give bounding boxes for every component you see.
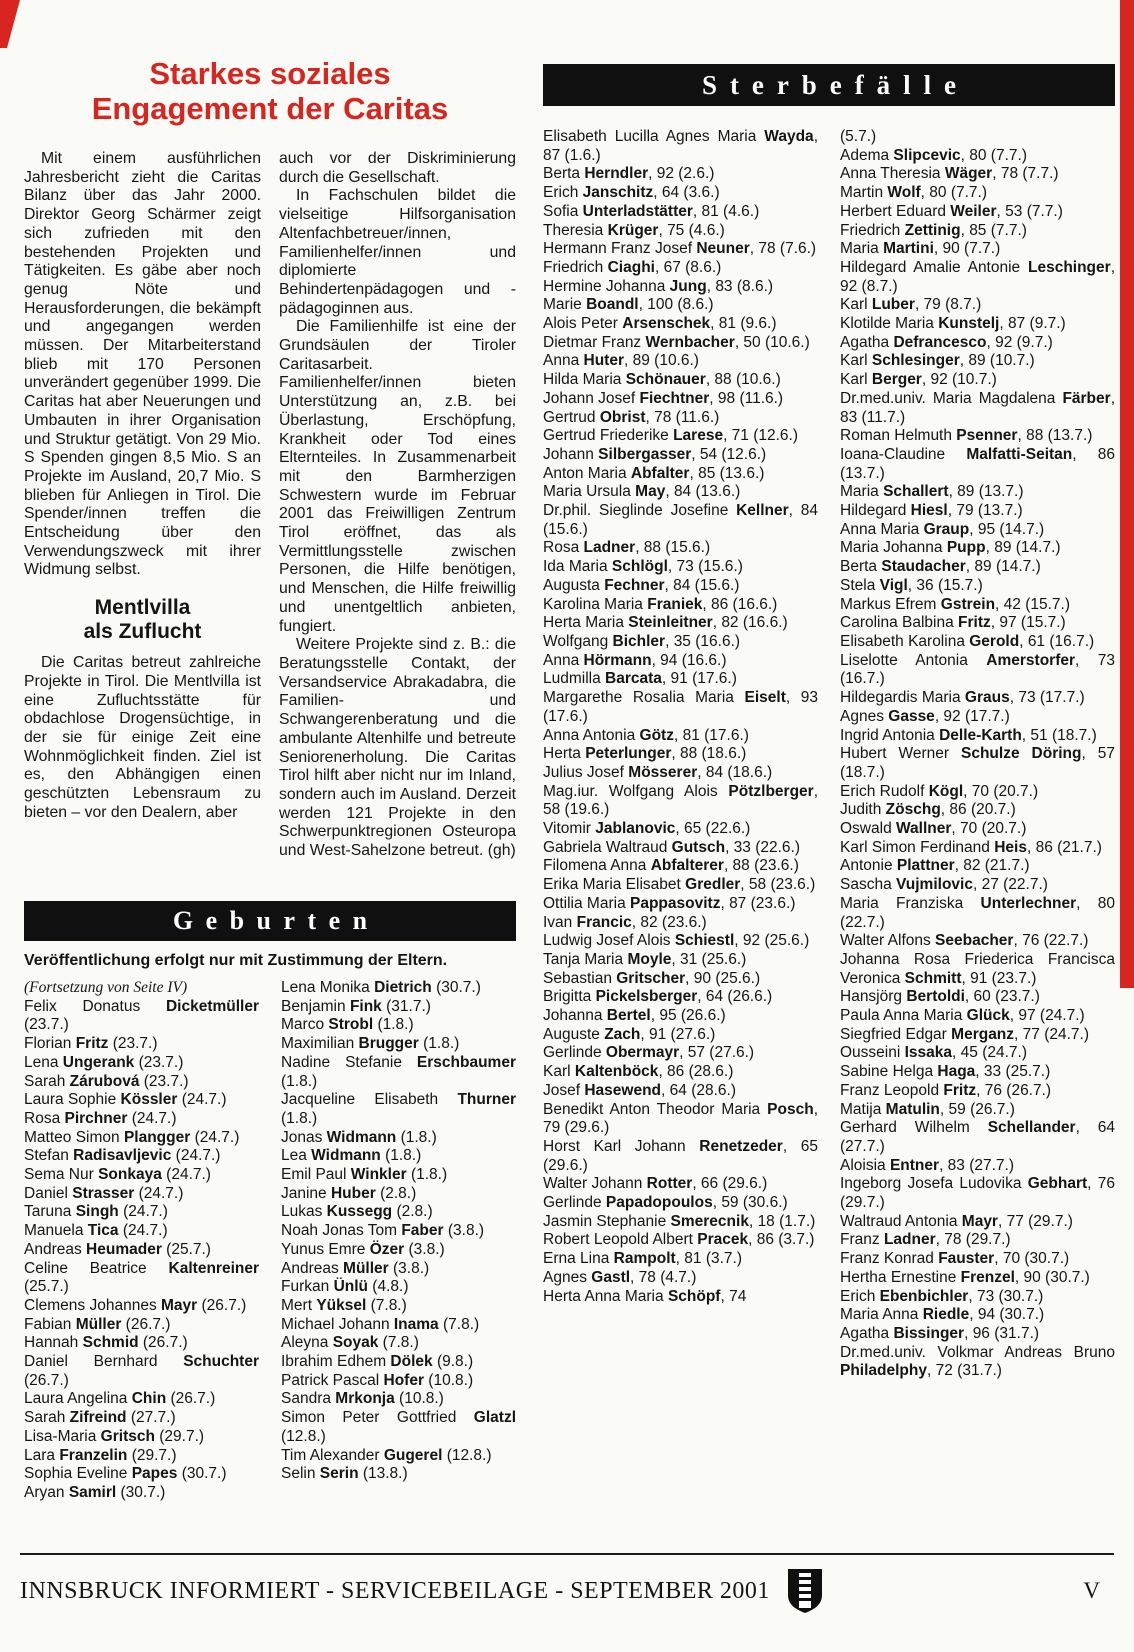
birth-entry: Janine Huber (2.8.) (281, 1184, 417, 1202)
death-entry: Agnes Gasse, 92 (17.7.) (840, 707, 1010, 725)
death-entry: Markus Efrem Gstrein, 42 (15.7.) (840, 595, 1070, 613)
births-consent-note: Veröffentlichung erfolgt nur mit Zustimmung der Eltern. (24, 952, 448, 969)
death-entry: Ludwig Josef Alois Schiestl, 92 (25.6.) (543, 932, 810, 950)
death-entry: Gerlinde Papadopoulos, 59 (30.6.) (543, 1194, 788, 1212)
death-entry: Elisabeth Karolina Gerold, 61 (16.7.) (840, 632, 1095, 650)
death-entry: Friedrich Ciaghi, 67 (8.6.) (543, 258, 722, 276)
death-entry: Mag.iur. Wolfgang Alois Pötzlberger, 58 (19.6.) (543, 782, 818, 819)
birth-entry: Lea Widmann (1.8.) (281, 1147, 422, 1165)
death-entry: Jasmin Stephanie Smerecnik, 18 (1.7.) (543, 1212, 816, 1230)
birth-entry: Sema Nur Sonkaya (24.7.) (24, 1166, 211, 1184)
death-entry: Anna Huter, 89 (10.6.) (543, 352, 699, 370)
death-entry: Robert Leopold Albert Pracek, 86 (3.7.) (543, 1231, 815, 1249)
death-entry: Josef Hasewend, 64 (28.6.) (543, 1081, 736, 1099)
birth-entry: Selin Serin (13.8.) (281, 1465, 408, 1483)
death-entry: Dr.med.univ. Volkmar Andreas Bruno Philadelphy, 72 (31.7.) (840, 1343, 1115, 1380)
death-entry: Agnes Gastl, 78 (4.7.) (543, 1268, 697, 1286)
birth-entry: Mert Yüksel (7.8.) (281, 1296, 407, 1314)
death-entry: Herta Maria Steinleitner, 82 (16.6.) (543, 614, 788, 632)
births-section-header: Geburten (24, 901, 516, 941)
death-entry: Gerhard Wilhelm Schellander, 64 (27.7.) (840, 1119, 1115, 1155)
death-entry: Maria Martini, 90 (7.7.) (840, 240, 1001, 258)
article-title-line2: Engagement der Caritas (91, 91, 449, 126)
death-entry: Ousseini Issaka, 45 (24.7.) (840, 1044, 1028, 1062)
birth-entry: Rosa Pirchner (24.7.) (24, 1109, 177, 1127)
birth-entry: Sophia Eveline Papes (30.7.) (24, 1465, 227, 1483)
birth-entry: Aleyna Soyak (7.8.) (281, 1334, 419, 1352)
deaths-columns (543, 128, 1115, 1381)
birth-entry: Florian Fritz (23.7.) (24, 1035, 158, 1053)
death-entry: Aloisia Entner, 83 (27.7.) (840, 1156, 1015, 1174)
births-continuation-note: (Fortsetzung von Seite IV) (24, 979, 188, 996)
deaths-section (543, 64, 1115, 1381)
death-entry: Margarethe Rosalia Maria Eiselt, 93 (17.6.) (543, 689, 818, 725)
death-entry: Anton Maria Abfalter, 85 (13.6.) (543, 464, 765, 482)
birth-entry: Daniel Bernhard Schuchter (26.7.) (24, 1353, 259, 1389)
death-entry: Ida Maria Schlögl, 73 (15.6.) (543, 558, 743, 576)
death-entry: Hermann Franz Josef Neuner, 78 (7.6.) (543, 240, 817, 258)
death-entry: Dr.med.univ. Maria Magdalena Färber, 83 (11.7.) (840, 389, 1115, 426)
footer-page-number: V (1083, 1578, 1100, 1603)
birth-entry: Laura Sophie Kössler (24.7.) (24, 1091, 227, 1109)
birth-entry: Sandra Mrkonja (10.8.) (281, 1390, 444, 1408)
article-paragraph: auch vor der Diskriminierung durch die Gesellschaft. (279, 150, 516, 186)
death-entry: Anna Hörmann, 94 (16.6.) (543, 651, 727, 669)
death-entry: Ingrid Antonia Delle-Karth, 51 (18.7.) (840, 726, 1097, 744)
death-entry: Gertrud Friederike Larese, 71 (12.6.) (543, 427, 799, 445)
death-entry: Filomena Anna Abfalterer, 88 (23.6.) (543, 857, 799, 875)
birth-entry: Lisa-Maria Gritsch (29.7.) (24, 1427, 205, 1445)
death-entry: Judith Zöschg, 86 (20.7.) (840, 801, 1016, 819)
death-entry: Vitomir Jablanovic, 65 (22.6.) (543, 820, 751, 838)
print-mark-right-bar (1120, 0, 1134, 988)
death-entry: Marie Boandl, 100 (8.6.) (543, 296, 714, 314)
birth-entry: Maximilian Brugger (1.8.) (281, 1035, 460, 1053)
death-entry: Ivan Francic, 82 (23.6.) (543, 913, 707, 931)
article-columns (24, 150, 516, 861)
birth-entry: Michael Johann Inama (7.8.) (281, 1315, 480, 1333)
birth-entry: Lara Franzelin (29.7.) (24, 1446, 177, 1464)
death-entry: Dr.phil. Sieglinde Josefine Kellner, 84 (15.6.) (543, 502, 818, 538)
death-entry: Karl Kaltenböck, 86 (28.6.) (543, 1063, 734, 1081)
caritas-article (24, 56, 516, 861)
article-title-line1: Starkes soziales (149, 56, 391, 91)
death-entry: Johann Josef Fiechtner, 98 (11.6.) (543, 389, 784, 407)
death-entry: Maria Schallert, 89 (13.7.) (840, 483, 1024, 501)
death-entry: Erich Janschitz, 64 (3.6.) (543, 184, 720, 202)
death-entry: Maria Anna Riedle, 94 (30.7.) (840, 1306, 1045, 1324)
death-entry: Julius Josef Mösserer, 84 (18.6.) (543, 763, 773, 781)
death-entry: Hertha Ernestine Frenzel, 90 (30.7.) (840, 1268, 1090, 1286)
birth-entry: Daniel Strasser (24.7.) (24, 1184, 184, 1202)
death-entry: Matija Matulin, 59 (26.7.) (840, 1100, 1015, 1118)
birth-entry: Jacqueline Elisabeth Thurner (1.8.) (281, 1091, 516, 1127)
birth-entry: Benjamin Fink (31.7.) (281, 997, 431, 1015)
article-paragraph: In Fachschulen bildet die vielseitige Hilfsorganisation Altenfachbetreuer/innen, Familienhelfer/innen und diplomierte Behindertenpädagogen und -pädagoginnen aus. (279, 187, 516, 317)
death-entry: Liselotte Antonia Amerstorfer, 73 (16.7.) (840, 651, 1115, 688)
birth-entry: Ibrahim Edhem Dölek (9.8.) (281, 1353, 474, 1371)
birth-entry: Felix Donatus Dicketmüller (23.7.) (24, 997, 259, 1034)
birth-entry: Hannah Schmid (26.7.) (24, 1334, 188, 1352)
birth-entry: Andreas Heumader (25.7.) (24, 1240, 211, 1258)
birth-entry: Stefan Radisavljevic (24.7.) (24, 1147, 221, 1165)
death-entry: Augusta Fechner, 84 (15.6.) (543, 576, 740, 594)
death-entry: Wolfgang Bichler, 35 (16.6.) (543, 632, 741, 650)
birth-entry: Yunus Emre Özer (3.8.) (281, 1240, 445, 1258)
death-entry: Hildegard Hiesl, 79 (13.7.) (840, 502, 1023, 520)
births-columns (24, 979, 516, 1503)
death-entry: Rosa Ladner, 88 (15.6.) (543, 539, 711, 557)
death-entry: Hildegardis Maria Graus, 73 (17.7.) (840, 689, 1085, 707)
death-entry: Brigitta Pickelsberger, 64 (26.6.) (543, 988, 773, 1006)
deaths-column-1 (543, 128, 818, 1381)
death-entry: Anna Theresia Wäger, 78 (7.7.) (840, 165, 1059, 183)
death-entry: Benedikt Anton Theodor Maria Posch, 79 (29.6.) (543, 1100, 818, 1137)
death-entry: Sebastian Gritscher, 90 (25.6.) (543, 969, 761, 987)
death-entry: Anna Antonia Götz, 81 (17.6.) (543, 726, 749, 744)
death-entry: Hansjörg Bertoldi, 60 (23.7.) (840, 988, 1040, 1006)
death-entry: Sabine Helga Haga, 33 (25.7.) (840, 1063, 1051, 1081)
birth-entry: Jonas Widmann (1.8.) (281, 1128, 437, 1146)
death-entry: Maria Ursula May, 84 (13.6.) (543, 483, 741, 501)
death-entry: Franz Konrad Fauster, 70 (30.7.) (840, 1250, 1070, 1268)
death-entry: Hubert Werner Schulze Döring, 57 (18.7.) (840, 745, 1115, 781)
death-entry: Sascha Vujmilovic, 27 (22.7.) (840, 876, 1048, 894)
death-entry: Karl Schlesinger, 89 (10.7.) (840, 352, 1035, 370)
birth-entry: Patrick Pascal Hofer (10.8.) (281, 1371, 474, 1389)
birth-entry: Celine Beatrice Kaltenreiner (25.7.) (24, 1259, 259, 1296)
death-entry: Karl Simon Ferdinand Heis, 86 (21.7.) (840, 838, 1102, 856)
death-entry: Agatha Bissinger, 96 (31.7.) (840, 1325, 1040, 1342)
death-entry: Maria Johanna Pupp, 89 (14.7.) (840, 539, 1061, 557)
death-entry: Siegfried Edgar Merganz, 77 (24.7.) (840, 1025, 1089, 1043)
death-entry: Franz Ladner, 78 (29.7.) (840, 1231, 1011, 1249)
article-title (24, 56, 516, 126)
article-column-2 (279, 150, 516, 861)
birth-entry: Lena Ungerank (23.7.) (24, 1053, 184, 1071)
death-entry: Auguste Zach, 91 (27.6.) (543, 1025, 716, 1043)
birth-entry: Emil Paul Winkler (1.8.) (281, 1166, 448, 1184)
deaths-column-2 (840, 128, 1115, 1381)
birth-entry: Lukas Kussegg (2.8.) (281, 1203, 433, 1221)
article-paragraph: Die Familienhilfe ist eine der Grundsäulen der Tiroler Caritasarbeit. Familienhelfer/innen bieten Unterstützung an, z.B. bei Überlastung, Erschöpfung, Krankheit oder Tod eines Elternteiles. In Zusammenarbeit mit den Barmherzigen Schwestern wurde im Februar 2001 das Freiwilligen Zentrum Tirol eröffnet, das als Vermittlungsstelle zwischen Personen, die Hilfe benötigen, und Menschen, die Hilfe freiwillig und unentgeltlich anbieten, fungiert. (279, 318, 516, 635)
birth-entry: Aryan Samirl (30.7.) (24, 1483, 166, 1501)
death-entry: Horst Karl Johann Renetzeder, 65 (29.6.) (543, 1137, 818, 1174)
birth-entry: Marco Strobl (1.8.) (281, 1016, 414, 1034)
death-entry: Martin Wolf, 80 (7.7.) (840, 184, 988, 202)
death-entry: (5.7.) (840, 128, 877, 145)
death-entry: Klotilde Maria Kunstelj, 87 (9.7.) (840, 315, 1066, 333)
birth-entry: Sarah Zifreind (27.7.) (24, 1409, 176, 1427)
death-entry: Antonie Plattner, 82 (21.7.) (840, 857, 1030, 875)
death-entry: Friedrich Zettinig, 85 (7.7.) (840, 221, 1027, 239)
death-entry: Ingeborg Josefa Ludovika Gebhart, 76 (29.7.) (840, 1175, 1115, 1212)
death-entry: Karl Luber, 79 (8.7.) (840, 296, 982, 314)
births-column-1 (24, 979, 259, 1503)
death-entry: Stela Vigl, 36 (15.7.) (840, 576, 983, 594)
death-entry: Ottilia Maria Pappasovitz, 87 (23.6.) (543, 894, 796, 912)
death-entry: Theresia Krüger, 75 (4.6.) (543, 221, 725, 239)
birth-entry: Fabian Müller (26.7.) (24, 1315, 171, 1333)
births-column-2 (281, 979, 516, 1503)
death-entry: Franz Leopold Fritz, 76 (26.7.) (840, 1081, 1052, 1099)
death-entry: Herta Anna Maria Schöpf, 74 (543, 1287, 747, 1305)
birth-entry: Tim Alexander Gugerel (12.8.) (281, 1446, 492, 1464)
death-entry: Agatha Defrancesco, 92 (9.7.) (840, 333, 1053, 351)
print-mark-top-left (0, 0, 20, 48)
death-entry: Tanja Maria Moyle, 31 (25.6.) (543, 950, 747, 968)
death-entry: Sofia Unterladstätter, 81 (4.6.) (543, 202, 760, 220)
birth-entry: Noah Jonas Tom Faber (3.8.) (281, 1222, 485, 1240)
death-entry: Walter Johann Rotter, 66 (29.6.) (543, 1175, 768, 1193)
death-entry: Herta Peterlunger, 88 (18.6.) (543, 745, 747, 763)
article-column-1 (24, 150, 261, 861)
page-footer (20, 1553, 1114, 1614)
birth-entry: Manuela Tica (24.7.) (24, 1222, 168, 1240)
birth-entry: Sarah Zárubová (23.7.) (24, 1072, 189, 1090)
death-entry: Gerlinde Obermayr, 57 (27.6.) (543, 1044, 755, 1062)
death-entry: Dietmar Franz Wernbacher, 50 (10.6.) (543, 333, 810, 351)
death-entry: Berta Staudacher, 89 (14.7.) (840, 558, 1041, 576)
death-entry: Paula Anna Maria Glück, 97 (24.7.) (840, 1007, 1085, 1025)
death-entry: Carolina Balbina Fritz, 97 (15.7.) (840, 614, 1066, 632)
article-paragraph: Mit einem ausführlichen Jahresbericht zieht die Caritas Bilanz über das Jahr 2000. Direktor Georg Schärmer zeigt sich zufrieden mit den bestehenden Projekten und Tätigkeiten. Es gäbe aber noch genug Nöte und Herausforderungen, die bekämpft und angegangen werden müssen. Der Mitarbeiterstand blieb mit 170 Personen unverändert gegenüber 1999. Die Caritas hat aber Neuerungen und Umbauten in ihrer Organisation und Struktur getätigt. Von 29 Mio. S Spenden gingen 8,5 Mio. S an Projekte im Ausland, 20,7 Mio. S blieben für Anliegen in Tirol. Die Spender/innen treffen die Entscheidung über den Verwendungszweck mit ihrer Widmung selbst. (24, 150, 261, 579)
death-entry: Elisabeth Lucilla Agnes Maria Wayda, 87 (1.6.) (543, 128, 818, 164)
death-entry: Hilda Maria Schönauer, 88 (10.6.) (543, 371, 781, 389)
death-entry: Ioana-Claudine Malfatti-Seitan, 86 (13.7.) (840, 445, 1115, 482)
birth-entry: Lena Monika Dietrich (30.7.) (281, 979, 481, 996)
birth-entry: Andreas Müller (3.8.) (281, 1259, 430, 1277)
death-entry: Herbert Eduard Weiler, 53 (7.7.) (840, 202, 1063, 220)
birth-entry: Taruna Singh (24.7.) (24, 1203, 168, 1221)
death-entry: Ludmilla Barcata, 91 (17.6.) (543, 670, 737, 688)
article-subheading: Mentlvilla als Zuflucht (83, 596, 202, 644)
birth-entry: Clemens Johannes Mayr (26.7.) (24, 1296, 247, 1314)
death-entry: Erika Maria Elisabet Gredler, 58 (23.6.) (543, 876, 816, 894)
birth-entry: Laura Angelina Chin (26.7.) (24, 1390, 216, 1408)
death-entry: Johann Silbergasser, 54 (12.6.) (543, 445, 767, 463)
death-entry: Johanna Bertel, 95 (26.6.) (543, 1007, 726, 1025)
death-entry: Walter Alfons Seebacher, 76 (22.7.) (840, 932, 1089, 950)
birth-entry: Matteo Simon Plangger (24.7.) (24, 1128, 240, 1146)
article-paragraph: Weitere Projekte sind z. B.: die Beratungsstelle Contakt, der Versandservice Abrakadabra, die Familien- und Schwangerenberatung und die ambulante Altenhilfe und betreute Seniorenerholung. Die Caritas Tirol hilft aber nicht nur im Inland, sondern auch im Ausland. Derzeit werden 121 Projekte in den Schwerpunktregionen Osteuropa und West-Sahelzone betreut. (gh) (279, 636, 516, 860)
death-entry: Adema Slipcevic, 80 (7.7.) (840, 146, 1027, 164)
innsbruck-coat-of-arms-icon (786, 1568, 824, 1614)
death-entry: Hildegard Amalie Antonie Leschinger, 92 (8.7.) (840, 258, 1115, 295)
birth-entry: Simon Peter Gottfried Glatzl (12.8.) (281, 1409, 516, 1445)
death-entry: Karl Berger, 92 (10.7.) (840, 371, 997, 389)
death-entry: Gabriela Waltraud Gutsch, 33 (22.6.) (543, 838, 801, 856)
death-entry: Maria Franziska Unterlechner, 80 (22.7.) (840, 894, 1115, 931)
death-entry: Erna Lina Rampolt, 81 (3.7.) (543, 1250, 743, 1268)
births-section (24, 901, 516, 1503)
deaths-section-header: Sterbefälle (543, 64, 1115, 106)
death-entry: Johanna Rosa Friederica Francisca Veronica Schmitt, 91 (23.7.) (840, 950, 1115, 987)
death-entry: Waltraud Antonia Mayr, 77 (29.7.) (840, 1212, 1073, 1230)
death-entry: Alois Peter Arsenschek, 81 (9.6.) (543, 315, 777, 333)
death-entry: Erich Rudolf Kögl, 70 (20.7.) (840, 782, 1039, 800)
death-entry: Erich Ebenbichler, 73 (30.7.) (840, 1287, 1044, 1305)
death-entry: Berta Herndler, 92 (2.6.) (543, 165, 715, 183)
article-paragraph: Die Caritas betreut zahlreiche Projekte in Tirol. Die Mentlvilla ist eine Zufluchtsstätte für obdachlose Drogensüchtige, in der sie für einige Zeit eine Wohnmöglichkeit finden. Ziel ist es, den Abhängigen einen geschützten Lebensraum zu bieten – vor den Dealern, aber (24, 654, 261, 821)
footer-publication-title: INNSBRUCK INFORMIERT - SERVICEBEILAGE - SEPTEMBER 2001 (20, 1577, 770, 1604)
death-entry: Anna Maria Graup, 95 (14.7.) (840, 520, 1045, 538)
death-entry: Roman Helmuth Psenner, 88 (13.7.) (840, 427, 1093, 445)
death-entry: Gertrud Obrist, 78 (11.6.) (543, 408, 720, 426)
birth-entry: Nadine Stefanie Erschbaumer (1.8.) (281, 1053, 516, 1090)
birth-entry: Furkan Ünlü (4.8.) (281, 1278, 409, 1296)
death-entry: Oswald Wallner, 70 (20.7.) (840, 820, 1027, 838)
death-entry: Karolina Maria Franiek, 86 (16.6.) (543, 595, 778, 613)
death-entry: Hermine Johanna Jung, 83 (8.6.) (543, 277, 774, 295)
